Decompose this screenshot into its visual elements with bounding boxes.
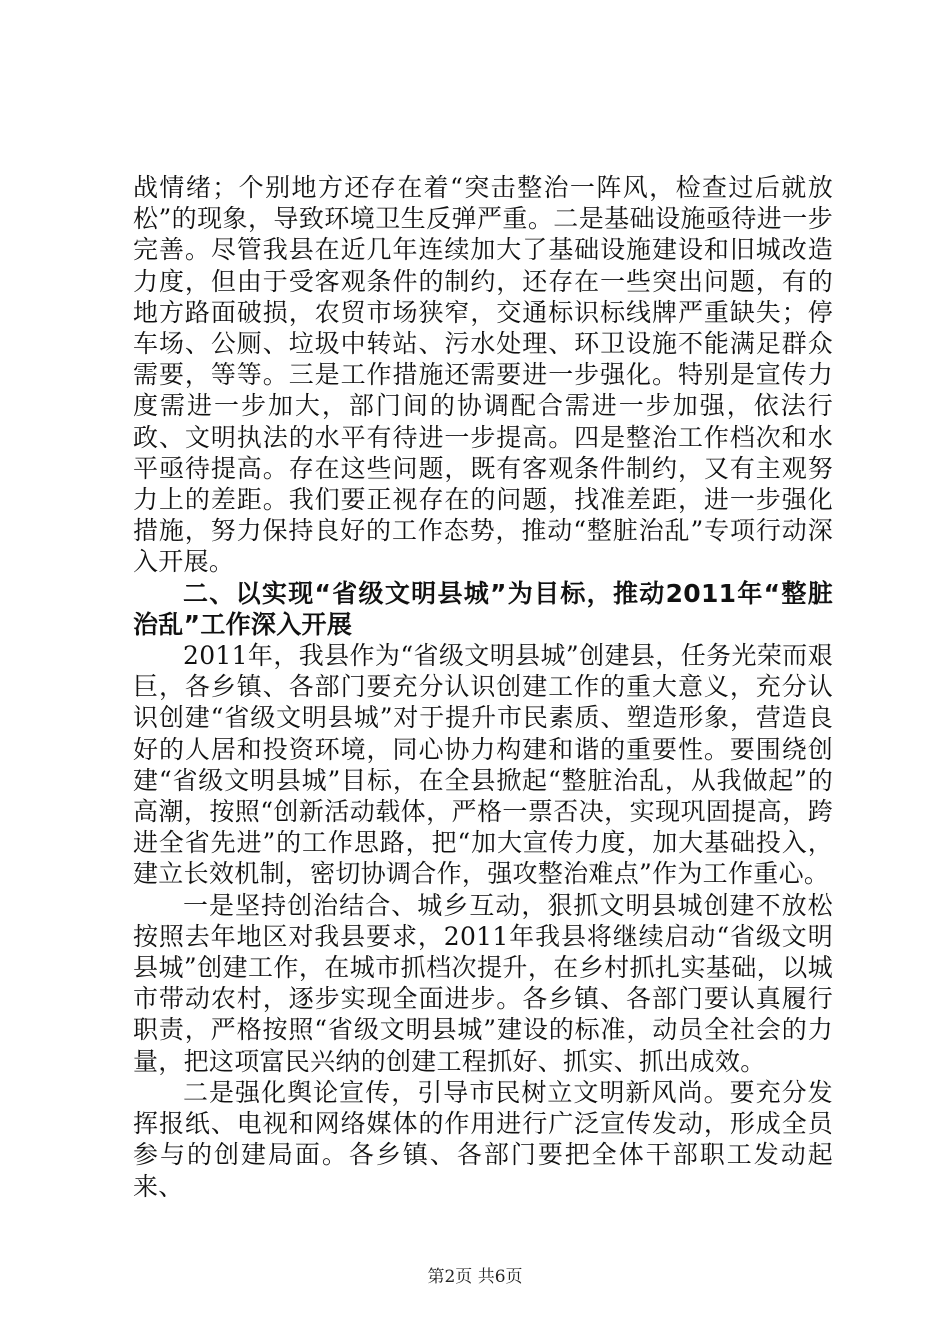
page-number-footer: 第2页 共6页 bbox=[427, 1267, 523, 1287]
paragraph-2011-goal: 2011年，我县作为“省级文明县城”创建县，任务光荣而艰巨，各乡镇、各部门要充分认识创建工作的重大意义，充分认识创建“省级文明县城”对于提升市民素质、塑造形象，营造良好的人居和投资环境，同心协力构建和谐的重要性。要围绕创建“省级文明县城”目标，在全县掀起“整脏治乱，从我做起”的高潮，按照“创新活动载体，严格一票否决，实现巩固提高，跨进全省先进”的工作思路，把“加大宣传力度，加大基础投入，建立长效机制，密切协调合作，强攻整治难点”作为工作重心。 bbox=[133, 641, 833, 889]
section-heading-two: 二、以实现“省级文明县城”为目标，推动2011年“整脏治乱”工作深入开展 bbox=[133, 578, 833, 639]
document-body bbox=[133, 172, 833, 1202]
paragraph-point-one: 一是坚持创治结合、城乡互动，狠抓文明县城创建不放松按照去年地区对我县要求，2011年我县将继续启动“省级文明县城”创建工作，在城市抓档次提升，在乡村抓扎实基础，以城市带动农村，逐步实现全面进步。各乡镇、各部门要认真履行职责，严格按照“省级文明县城”建设的标准，动员全社会的力量，把这项富民兴纳的创建工程抓好、抓实、抓出成效。 bbox=[133, 890, 833, 1076]
paragraph-point-two: 二是强化舆论宣传，引导市民树立文明新风尚。要充分发挥报纸、电视和网络媒体的作用进行广泛宣传发动，形成全员参与的创建局面。各乡镇、各部门要把全体干部职工发动起来、 bbox=[133, 1077, 833, 1201]
paragraph-problems-continued: 战情绪；个别地方还存在着“突击整治一阵风，检查过后就放松”的现象，导致环境卫生反弹严重。二是基础设施亟待进一步完善。尽管我县在近几年连续加大了基础设施建设和旧城改造力度，但由于受客观条件的制约，还存在一些突出问题，有的地方路面破损，农贸市场狭窄，交通标识标线牌严重缺失；停车场、公厕、垃圾中转站、污水处理、环卫设施不能满足群众需要，等等。三是工作措施还需要进一步强化。特别是宣传力度需进一步加大，部门间的协调配合需进一步加强，依法行政、文明执法的水平有待进一步提高。四是整治工作档次和水平亟待提高。存在这些问题，既有客观条件制约，又有主观努力上的差距。我们要正视存在的问题，找准差距，进一步强化措施，努力保持良好的工作态势，推动“整脏治乱”专项行动深入开展。 bbox=[133, 173, 833, 577]
